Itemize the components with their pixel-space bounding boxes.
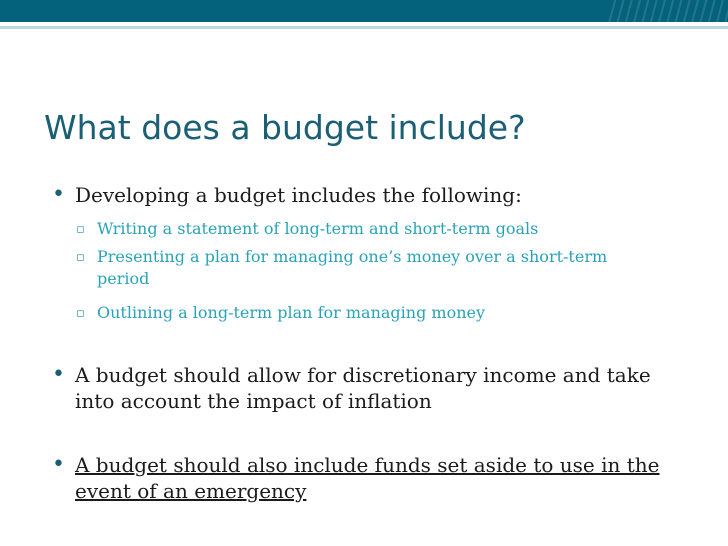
banner-accent-stripes [608, 0, 728, 22]
sub-bullet-text-3: Outlining a long-term plan for managing money [97, 303, 486, 322]
sub-bullet-marker: ▫ [76, 306, 85, 321]
bullet-text-1: Developing a budget includes the following: [75, 183, 522, 207]
sub-bullet-marker: ▫ [76, 222, 85, 237]
sub-bullet-marker: ▫ [76, 250, 85, 265]
bullet-marker: • [52, 182, 65, 207]
sub-bullet-text-1: Writing a statement of long-term and short-term goals [97, 219, 539, 238]
bullet-marker: • [52, 362, 65, 387]
bullet-marker: • [52, 452, 65, 477]
bullet-text-3: A budget should also include funds set aside to use in the event of an emergency [75, 453, 660, 503]
banner-rule [0, 26, 728, 29]
top-banner-bar [0, 0, 728, 22]
sub-bullet-text-2: Presenting a plan for managing one’s money over a short-term period [97, 247, 608, 288]
slide-title: What does a budget include? [44, 108, 526, 147]
bullet-text-2: A budget should allow for discretionary income and take into account the impact of inflation [75, 363, 651, 413]
